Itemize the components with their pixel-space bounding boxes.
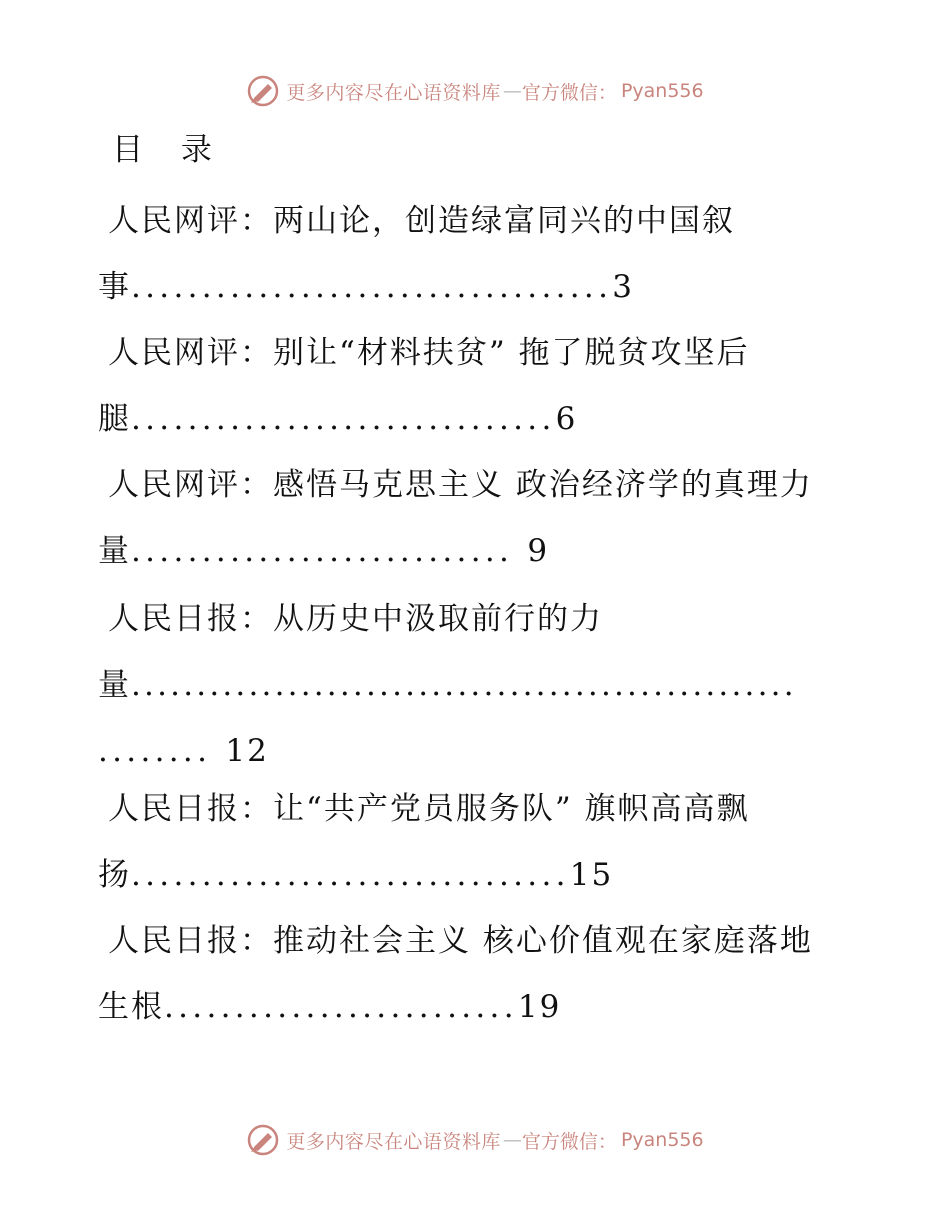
toc-entry-continuation — [98, 652, 850, 718]
toc-leader-dots: ............................... — [131, 857, 570, 893]
toc-entry-title-tail: 生根 — [98, 989, 164, 1025]
toc-entry-title-tail: 量 — [98, 533, 131, 569]
toc-entry-title: 人民日报：从历史中汲取前行的力 — [108, 601, 603, 637]
pen-logo-icon — [246, 1123, 280, 1157]
toc-entry-title-tail: 扬 — [98, 857, 131, 893]
footer-banner — [0, 1120, 950, 1160]
toc-entry-continuation — [98, 254, 850, 320]
toc-page-number: 6 — [555, 401, 578, 437]
header-banner — [0, 71, 950, 111]
toc-entry-title: 人民日报：推动社会主义 核心价值观在家庭落地 — [108, 923, 813, 959]
banner-wechat-label: 官方微信： — [521, 81, 617, 104]
pen-logo-icon — [246, 74, 280, 108]
toc-leader-dots: ........ — [98, 733, 226, 769]
toc-entry-continuation — [98, 718, 850, 784]
toc-entry-title-tail: 量 — [98, 667, 131, 703]
toc-title: 目 录 — [112, 132, 226, 168]
toc-entry-continuation — [98, 842, 850, 908]
toc-page-number: 3 — [612, 269, 634, 305]
toc-entry-title-tail: 腿 — [98, 401, 131, 437]
toc-entry-title: 人民网评：感悟马克思主义 政治经济学的真理力 — [108, 467, 813, 503]
toc-leader-dots: .................................. — [131, 269, 613, 305]
toc-entry[interactable] — [98, 776, 850, 908]
toc-page-number: 9 — [527, 533, 550, 569]
toc-entry[interactable] — [98, 908, 850, 1040]
banner-separator: — — [502, 1129, 520, 1151]
toc-entry[interactable] — [98, 188, 850, 320]
banner-wechat-id: Pyan556 — [620, 80, 704, 102]
toc-entry[interactable] — [98, 586, 850, 784]
toc-page-number: 15 — [569, 857, 614, 893]
toc-leader-dots: .............................. — [131, 401, 556, 437]
toc-entry-title: 人民网评：别让“材料扶贫” 拖了脱贫攻坚后 — [108, 335, 750, 371]
toc-entry-continuation — [98, 518, 850, 584]
banner-text: 更多内容尽在心语资料库 — [286, 1130, 501, 1153]
banner-separator: — — [502, 80, 520, 102]
toc-entry[interactable] — [98, 320, 850, 452]
toc-leader-dots: ......................... — [164, 989, 518, 1025]
toc-entry[interactable] — [98, 452, 850, 584]
banner-text: 更多内容尽在心语资料库 — [286, 81, 501, 104]
toc-page-number: 19 — [517, 989, 562, 1025]
toc-entry-continuation — [98, 386, 850, 452]
toc-entry-title: 人民日报：让“共产党员服务队” 旗帜高高飘 — [108, 791, 750, 827]
toc-leader-dots: ........................... — [131, 533, 528, 569]
toc-entry-continuation — [98, 974, 850, 1040]
banner-wechat-label: 官方微信： — [521, 1130, 617, 1153]
toc-entry-title: 人民网评：两山论，创造绿富同兴的中国叙 — [108, 203, 735, 239]
toc-page-number: 12 — [225, 733, 269, 769]
banner-wechat-id: Pyan556 — [620, 1129, 704, 1151]
toc-leader-dots: ................................................... — [131, 667, 797, 703]
toc-entry-title-tail: 事 — [98, 269, 131, 305]
